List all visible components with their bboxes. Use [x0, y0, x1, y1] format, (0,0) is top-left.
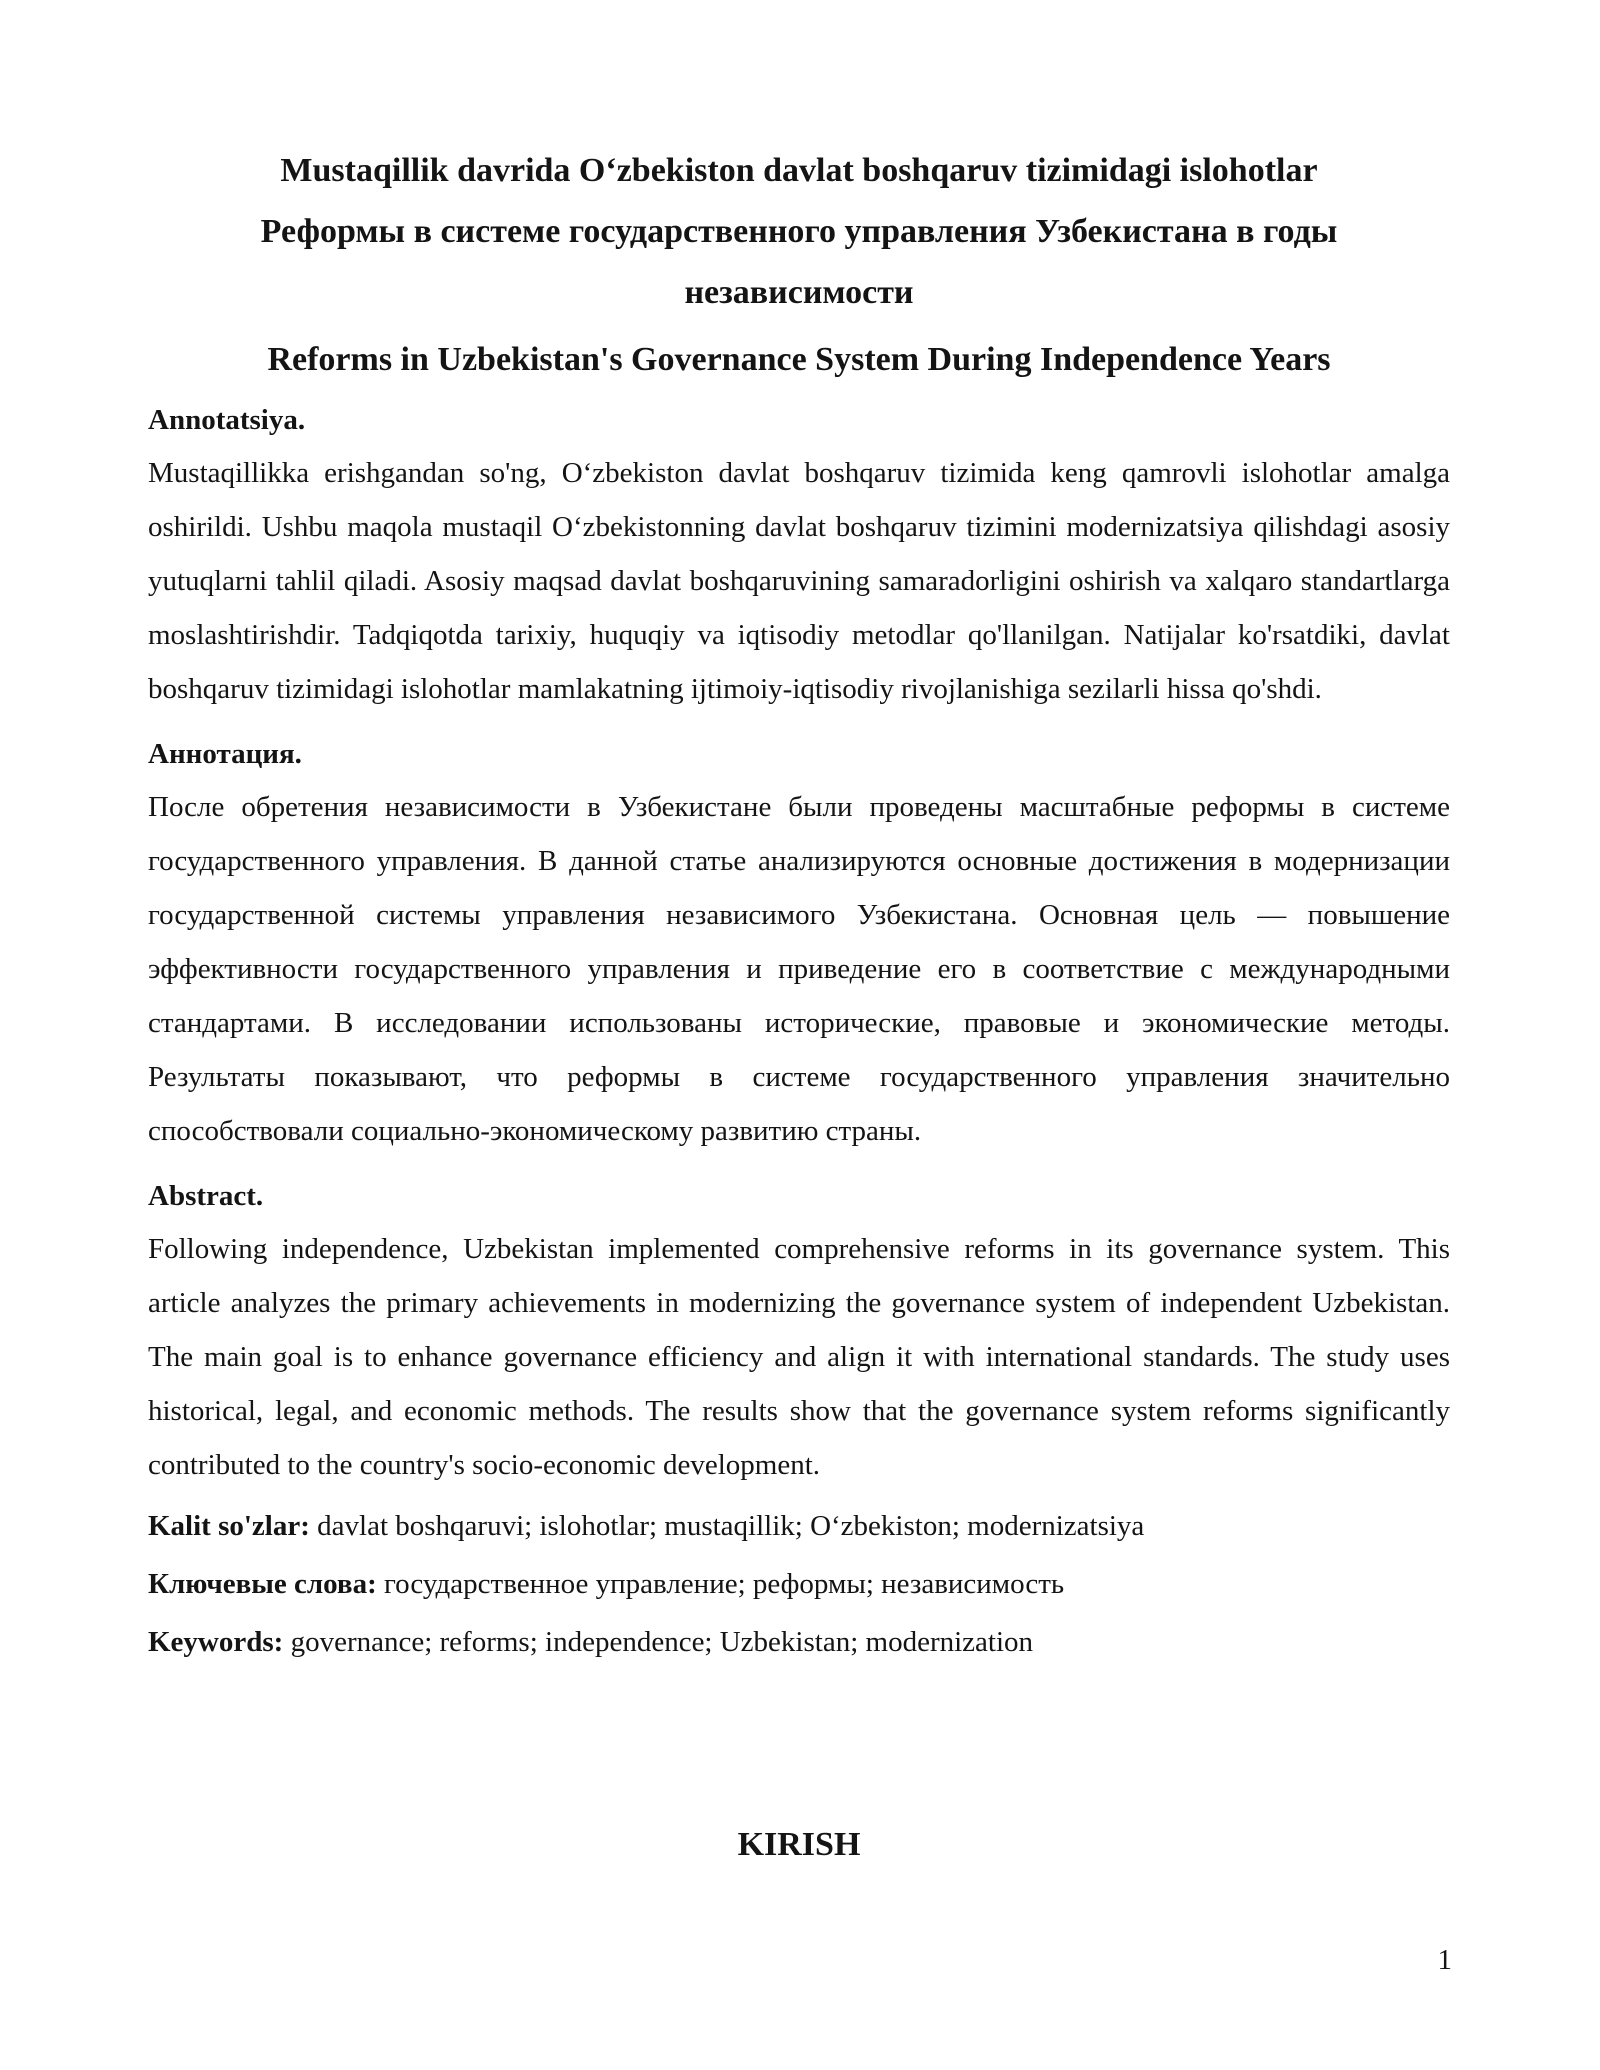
keywords-ru-text: государственное управление; реформы; независимость: [376, 1568, 1065, 1600]
section-heading-kirish: KIRISH: [737, 1826, 861, 1863]
paper-page: [148, 0, 1450, 1662]
keywords-uz: [148, 1506, 1450, 1546]
abstract-ru-label: Аннотация.: [148, 738, 302, 770]
abstract-ru-text: После обретения независимости в Узбекистане были проведены масштабные реформы в системе государственного управления. В данной статье анализируются основные достижения в модернизации государственной системы управления независимого Узбекистана. Основная цель — повышение эффективности государственного управления и приведение его в соответствие с международными стандартами. В исследовании использованы исторические, правовые и экономические методы. Результаты показывают, что реформы в системе государственного управления значительно способствовали социально-экономическому развитию страны.: [148, 791, 1450, 1147]
keywords-ru-label: Ключевые слова:: [148, 1568, 377, 1600]
keywords-ru: [148, 1564, 1450, 1604]
abstract-en-label: Abstract.: [148, 1180, 264, 1212]
abstract-uz-text: Mustaqillikka erishgandan so'ng, O‘zbekiston davlat boshqaruv tizimida keng qamrovli islohotlar amalga oshirildi. Ushbu maqola mustaqil O‘zbekistonning davlat boshqaruv tizimini modernizatsiya qilishdagi asosiy yutuqlarni tahlil qiladi. Asosiy maqsad davlat boshqaruvining samaradorligini oshirish va xalqaro standartlarga moslashtirishdir. Tadqiqotda tarixiy, huquqiy va iqtisodiy metodlar qo'llanilgan. Natijalar ko'rsatdiki, davlat boshqaruv tizimidagi islohotlar mamlakatning ijtimoiy-iqtisodiy rivojlanishiga sezilarli hissa qo'shdi.: [148, 457, 1450, 705]
keywords-en: [148, 1622, 1450, 1662]
title-english: Reforms in Uzbekistan's Governance System During Independence Years: [267, 341, 1331, 378]
keywords-en-text: governance; reforms; independence; Uzbekistan; modernization: [283, 1626, 1034, 1658]
page-number: 1: [1437, 1944, 1452, 1976]
title-russian: Реформы в системе государственного управления Узбекистана в годы независимости: [260, 213, 1338, 311]
abstract-en-text: Following independence, Uzbekistan implemented comprehensive reforms in its governance system. This article analyzes the primary achievements in modernizing the governance system of independent Uzbekistan. The main goal is to enhance governance efficiency and align it with international standards. The study uses historical, legal, and economic methods. The results show that the governance system reforms significantly contributed to the country's socio-economic development.: [148, 1233, 1450, 1481]
keywords-uz-text: davlat boshqaruvi; islohotlar; mustaqillik; O‘zbekiston; modernizatsiya: [309, 1510, 1145, 1542]
title-uzbek: Mustaqillik davrida O‘zbekiston davlat boshqaruv tizimidagi islohotlar: [280, 152, 1318, 189]
keywords-en-label: Keywords:: [148, 1626, 284, 1658]
abstract-uz-label: Annotatsiya.: [148, 404, 306, 436]
keywords-uz-label: Kalit so'zlar:: [148, 1510, 310, 1542]
